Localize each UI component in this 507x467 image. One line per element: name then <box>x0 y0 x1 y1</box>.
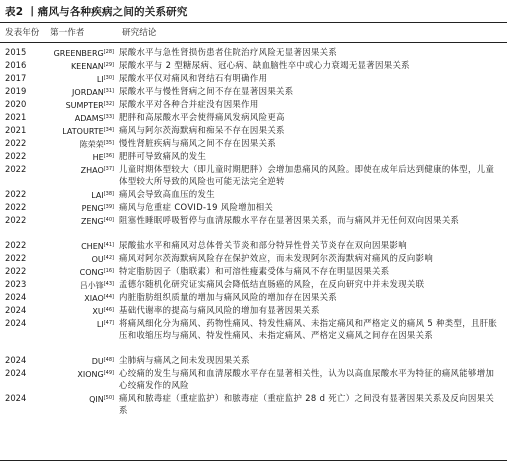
table-title: 表2 丨痛风与各种疾病之间的关系研究 <box>5 6 188 18</box>
cell-year: 2022 <box>5 189 27 199</box>
table-row <box>0 98 507 111</box>
top-rule <box>0 22 507 23</box>
cell-author <box>48 304 114 318</box>
author-name: QIN <box>89 395 104 404</box>
cell-year: 2022 <box>5 138 27 148</box>
author-name: DU <box>91 357 104 366</box>
reference-marker: [31] <box>103 88 114 94</box>
cell-conclusion: 儿童时期体型较大（即儿童时期肥胖）会增加患痛风的风险。即使在成年后达到健康的体型，儿童体型较大所导致的风险也可能无法完全逆转 <box>119 164 495 186</box>
table-row <box>0 201 507 214</box>
reference-marker: [39] <box>103 204 114 210</box>
author-name: XIAO <box>84 294 104 303</box>
cell-year: 2022 <box>5 202 27 212</box>
reference-marker: [29] <box>103 62 114 68</box>
table-row <box>0 72 507 85</box>
cell-conclusion: 痛风与阿尔茨海默病和痴呆不存在因果关系 <box>119 125 285 135</box>
cell-author <box>48 163 114 177</box>
table-row <box>0 188 507 201</box>
reference-marker: [34] <box>103 127 114 133</box>
cell-conclusion: 尿酸水平对各种合并症没有因果作用 <box>119 99 259 109</box>
cell-author <box>48 98 114 112</box>
table-row <box>0 265 507 278</box>
table-row <box>0 59 507 72</box>
cell-year: 2022 <box>5 164 27 174</box>
table-row <box>0 304 507 317</box>
table-row <box>0 214 507 239</box>
cell-conclusion: 慢性肾脏疾病与痛风之间不存在因果关系 <box>119 138 277 148</box>
author-name: KEENAN <box>70 62 104 71</box>
cell-year: 2022 <box>5 215 27 225</box>
reference-marker: [38] <box>103 191 114 197</box>
reference-marker: [36] <box>103 153 114 159</box>
cell-author <box>48 150 114 164</box>
reference-marker: [35] <box>103 140 114 146</box>
cell-conclusion: 将痛风细化分为痛风、药物性痛风、特发性痛风、未指定痛风和严格定义的痛风 5 种类型，且肝胀压和收缩压均与痛风、特发性痛风、未指定痛风、严格定义痛风之间存在因果关系 <box>119 318 498 340</box>
cell-conclusion: 尿酸盐水平和痛风对总体骨关节炎和部分特异性骨关节炎存在双向因果影响 <box>119 240 407 250</box>
cell-conclusion: 内脏脂肪组织质量的增加与痛风风险的增加存在因果关系 <box>119 292 338 302</box>
table-row <box>0 111 507 124</box>
table-row <box>0 163 507 188</box>
cell-year: 2021 <box>5 112 27 122</box>
author-name: OU <box>91 255 104 264</box>
cell-author <box>48 85 114 99</box>
cell-author <box>48 214 114 228</box>
author-name: 吕小锋 <box>79 281 104 290</box>
header-rule <box>0 42 507 43</box>
cell-year: 2022 <box>5 240 27 250</box>
table-row <box>0 137 507 150</box>
cell-conclusion: 肥胖和高尿酸水平会使得痛风发病风险更高 <box>119 112 285 122</box>
cell-author <box>48 392 114 406</box>
cell-year: 2021 <box>5 125 27 135</box>
cell-conclusion: 阻塞性睡眠呼吸暂停与血清尿酸水平存在显著因果关系，而与痛风并无任何双向因果关系 <box>119 215 460 225</box>
header-author: 第一作者 <box>50 28 85 38</box>
author-name: LI <box>96 75 104 84</box>
cell-author <box>48 252 114 266</box>
author-name: CONG <box>79 268 104 277</box>
table-row <box>0 278 507 291</box>
reference-marker: [32] <box>103 101 114 107</box>
reference-marker: [30] <box>103 75 114 81</box>
reference-marker: [37] <box>103 166 114 172</box>
table-row <box>0 252 507 265</box>
table-row <box>0 392 507 417</box>
cell-year: 2024 <box>5 292 27 302</box>
cell-year: 2022 <box>5 253 27 263</box>
cell-conclusion: 尘肺病与痛风之间未发现因果关系 <box>119 355 250 365</box>
reference-marker: [43] <box>103 281 114 287</box>
cell-author <box>48 201 114 215</box>
cell-author <box>48 291 114 305</box>
author-name: GREENBERG <box>53 49 104 58</box>
cell-conclusion: 特定脂肪因子（脂联素）和可溶性瘦素受体与痛风不存在明显因果关系 <box>119 266 390 276</box>
reference-marker: [16] <box>103 268 114 274</box>
cell-author <box>48 124 114 138</box>
reference-marker: [41] <box>103 242 114 248</box>
table-row <box>0 124 507 137</box>
cell-author <box>48 354 114 368</box>
cell-author <box>48 317 114 331</box>
author-name: XIONG <box>77 370 104 379</box>
cell-conclusion: 痛风对阿尔茨海默病风险存在保护效应，而未发现阿尔茨海默病对痛风的反向影响 <box>119 253 434 263</box>
cell-year: 2024 <box>5 393 27 403</box>
cell-author <box>48 278 114 292</box>
cell-year: 2015 <box>5 47 27 57</box>
cell-author <box>48 239 114 253</box>
cell-author <box>48 46 114 60</box>
cell-year: 2016 <box>5 60 27 70</box>
author-name: JORDAN <box>72 88 104 97</box>
cell-year: 2023 <box>5 279 27 289</box>
reference-marker: [33] <box>103 114 114 120</box>
cell-conclusion: 心绞痛的发生与痛风和血清尿酸水平存在显著相关性，认为以高血尿酸水平为特征的痛风能够增加心绞痛发作的风险 <box>119 368 495 390</box>
cell-author <box>48 111 114 125</box>
table-body <box>0 46 507 417</box>
cell-conclusion: 痛风会导致高血压的发生 <box>119 189 215 199</box>
author-name: LI <box>96 320 104 329</box>
reference-marker: [28] <box>103 49 114 55</box>
author-name: HE <box>92 153 104 162</box>
cell-year: 2024 <box>5 355 27 365</box>
reference-marker: [40] <box>103 217 114 223</box>
author-name: CHEN <box>81 242 104 251</box>
cell-author <box>48 188 114 202</box>
cell-conclusion: 肥胖可导致痛风的发生 <box>119 151 207 161</box>
header-year: 发表年份 <box>5 28 40 38</box>
cell-year: 2024 <box>5 318 27 328</box>
author-name: 陈荣荣 <box>79 140 104 149</box>
cell-year: 2017 <box>5 73 27 83</box>
cell-author <box>48 367 114 381</box>
cell-conclusion: 基础代谢率的提高与痛风风险的增加有显著因果关系 <box>119 305 320 315</box>
cell-conclusion: 尿酸水平与慢性肾病之间不存在显著因果关系 <box>119 86 294 96</box>
author-name: ZENG <box>81 217 104 226</box>
cell-year: 2024 <box>5 305 27 315</box>
header-conclusion: 研究结论 <box>122 28 157 38</box>
table-row <box>0 150 507 163</box>
reference-marker: [48] <box>103 357 114 363</box>
cell-conclusion: 痛风和脓毒症（重症监护）和脓毒症（重症监护 28 d 死亡）之间没有显著因果关系及反向因果关系 <box>119 393 495 415</box>
cell-author <box>48 265 114 279</box>
cell-conclusion: 痛风与危重症 COVID-19 风险增加相关 <box>119 202 274 212</box>
table-row <box>0 239 507 252</box>
cell-conclusion: 尿酸水平与急性肾损伤患者住院治疗风险无显著因果关系 <box>119 47 338 57</box>
author-name: SUMPTER <box>65 101 104 110</box>
author-name: LAI <box>91 191 104 200</box>
author-name: ADAMS <box>74 114 104 123</box>
author-name: LATOURTE <box>62 127 104 136</box>
reference-marker: [49] <box>103 370 114 376</box>
cell-year: 2024 <box>5 368 27 378</box>
cell-conclusion: 尿酸水平仅对痛风和肾结石有明确作用 <box>119 73 268 83</box>
author-name: ZHAO <box>80 166 104 175</box>
cell-year: 2022 <box>5 151 27 161</box>
reference-marker: [42] <box>103 255 114 261</box>
bottom-rule <box>0 460 507 461</box>
cell-author <box>48 137 114 151</box>
table-row <box>0 85 507 98</box>
cell-conclusion: 孟德尔随机化研究证实痛风会降低结直肠癌的风险，在反向研究中并未发现关联 <box>119 279 425 289</box>
table-row <box>0 291 507 304</box>
cell-year: 2022 <box>5 266 27 276</box>
reference-marker: [44] <box>103 294 114 300</box>
reference-marker: [50] <box>103 395 114 401</box>
cell-year: 2019 <box>5 86 27 96</box>
cell-author <box>48 59 114 73</box>
cell-author <box>48 72 114 86</box>
cell-year: 2020 <box>5 99 27 109</box>
reference-marker: [47] <box>103 320 114 326</box>
table-row <box>0 46 507 59</box>
author-name: PENG <box>81 204 104 213</box>
table-row <box>0 367 507 392</box>
author-name: XU <box>92 307 104 316</box>
cell-conclusion: 尿酸水平与 2 型糖尿病、冠心病、缺血脑性卒中或心力衰竭无显著因果关系 <box>119 60 410 70</box>
table-row <box>0 317 507 354</box>
reference-marker: [46] <box>103 307 114 313</box>
table-row <box>0 354 507 367</box>
